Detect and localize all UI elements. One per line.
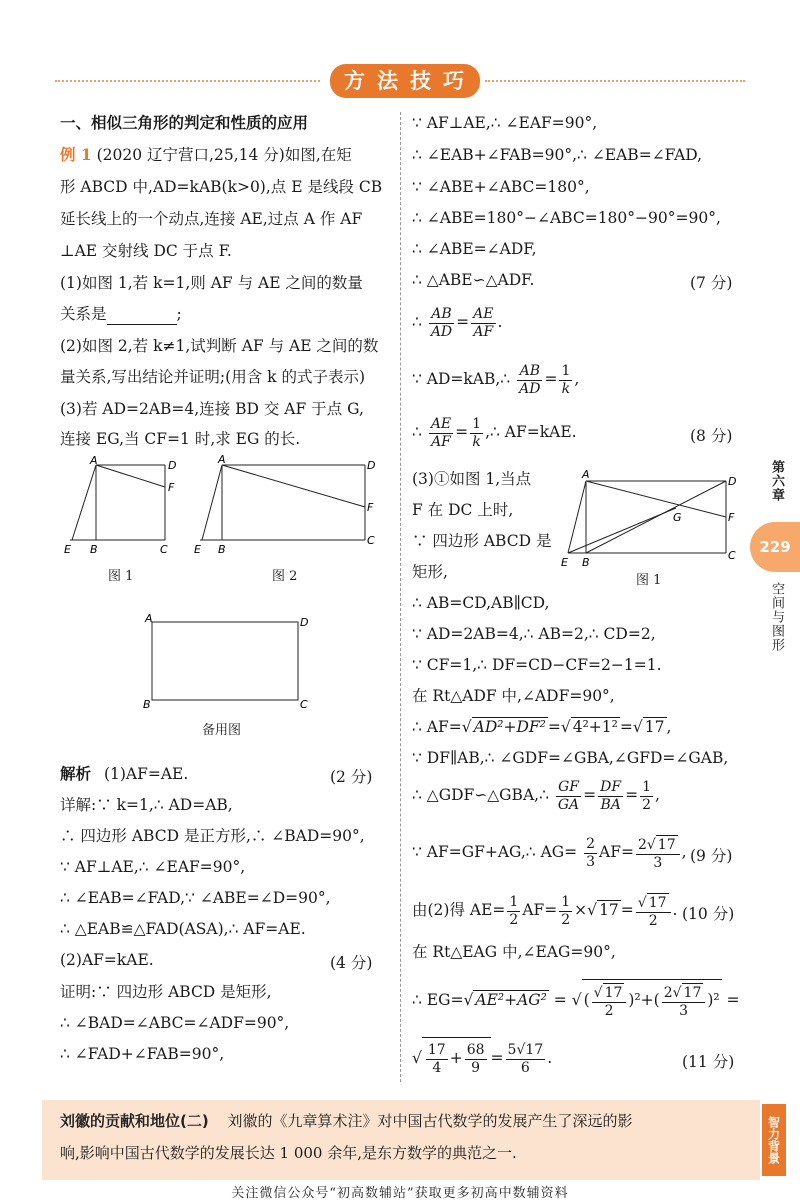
header-title [325, 64, 485, 98]
topic-label: 空间与图形 [769, 582, 784, 652]
right-line-10: (3)①如图 1,当点 [412, 470, 532, 488]
svg-text:D: D [367, 459, 376, 472]
detail-line-1: 详解:∵ k=1,∴ AD=AB, [60, 796, 233, 814]
svg-text:E: E [64, 543, 71, 556]
right-line-14: ∴ AB=CD,AB∥CD, [412, 594, 550, 612]
svg-text:A: A [90, 455, 98, 467]
example-line-1: 例 1 (2020 辽宁营口,25,14 分)如图,在矩 [60, 145, 352, 164]
detail-line-4: ∴ ∠EAB=∠FAD,∵ ∠ABE=∠D=90°, [60, 889, 331, 907]
question-3-line-2: 连接 EG,当 CF=1 时,求 EG 的长. [60, 430, 301, 448]
figure-spare-caption: 备用图 [202, 723, 242, 738]
question-1-line-1: (1)如图 1,若 k=1,则 AF 与 AE 之间的数量 [60, 274, 363, 292]
detail-line-2: ∴ 四边形 ABCD 是正方形,∴ ∠BAD=90°, [60, 827, 365, 845]
footer-title: 刘徽的贡献和地位(二) [60, 1112, 209, 1130]
right-line-1: ∵ AF⊥AE,∴ ∠EAF=90°, [412, 114, 598, 132]
footer-badge: 智力背景 [762, 1104, 786, 1176]
figure-1-right [558, 465, 748, 575]
svg-text:G: G [673, 511, 682, 524]
svg-text:B: B [90, 543, 98, 556]
ratio-equation-3: ∴ $\frac{AE}{AF}$ = $\frac{1}{k}$ ,∴ AF=kAE. [412, 415, 577, 450]
eg-equation: ∴ EG=√ AE²+AG² = √ ( $\frac{√ 17}{2}$ )²+( $\frac{2√ 17}{3}$ )² = [412, 978, 740, 1022]
score-8: (8 分) [690, 427, 733, 445]
right-line-4: ∴ ∠ABE=180°−∠ABC=180°−90°=90°, [412, 209, 721, 227]
score-7: (7 分) [690, 274, 733, 292]
detail-line-5: ∴ △EAB≌△FAD(ASA),∴ AF=AE. [60, 920, 306, 938]
solution-label: 解析 [60, 765, 92, 783]
example-line-4: ⊥AE 交射线 DC 于点 F. [60, 242, 232, 260]
question-2-line-2: 量关系,写出结论并证明;(用含 k 的式子表示) [60, 368, 365, 386]
svg-text:E: E [194, 543, 201, 556]
score-11: (11 分) [682, 1053, 735, 1071]
af-sqrt-equation: ∴ AF=√ AD²+DF² =√ 4²+1² =√ 17 , [412, 718, 672, 736]
example-line-3: 延长线上的一个动点,连接 AE,过点 A 作 AF [60, 210, 363, 228]
similar-ratio-equation: ∴ △GDF∽△GBA,∴ $\frac{GF}{GA}$ = $\frac{DF}{BA}$ = $\frac{1}{2}$ , [412, 778, 660, 813]
figure-1-right-caption: 图 1 [636, 573, 662, 588]
right-line-5: ∴ ∠ABE=∠ADF, [412, 240, 537, 258]
ag-equation: ∵ AF=GF+AG,∴ AG= $\frac{2}{3}$ AF= $\frac{2√ 17}{3}$ , [412, 835, 687, 871]
svg-text:F: F [168, 481, 175, 494]
svg-text:D: D [300, 616, 309, 629]
proof-line-3: ∴ ∠FAD+∠FAB=90°, [60, 1045, 225, 1063]
ae-equation: 由(2)得 AE= $\frac{1}{2}$ AF= $\frac{1}{2}$ ×√ 17 = $\frac{√ 17}{2}$ . [412, 893, 678, 929]
right-line-11: F 在 DC 上时, [412, 501, 514, 519]
page-number-tab [750, 522, 800, 572]
question-2-line-1: (2)如图 2,若 k≠1,试判断 AF 与 AE 之间的数 [60, 337, 379, 355]
answer-blank [107, 308, 177, 325]
svg-text:A: A [582, 468, 590, 481]
page-number: 229 [759, 538, 791, 556]
score-1: (2 分) [330, 768, 373, 786]
svg-text:A: A [145, 612, 153, 625]
example-label: 例 1 [60, 145, 92, 164]
figure-1-left [60, 455, 190, 560]
solution-line-1: 解析 (1)AF=AE. [60, 765, 189, 783]
chapter-label: 第六章 [769, 460, 784, 502]
svg-text:C: C [367, 534, 375, 547]
right-line-3: ∵ ∠ABE+∠ABC=180°, [412, 178, 590, 196]
figure-2-left [190, 452, 385, 560]
footer-line-1: 刘徽的贡献和地位(二) 刘徽的《九章算术注》对中国古代数学的发展产生了深远的影 [60, 1112, 633, 1130]
question-3-line-1: (3)若 AD=2AB=4,连接 BD 交 AF 于点 G, [60, 400, 364, 418]
footer-line-2: 响,影响中国古代数学的发展长达 1 000 余年,是东方数学的典范之一. [60, 1144, 517, 1162]
proof-line-1: 证明:∵ 四边形 ABCD 是矩形, [60, 983, 272, 1001]
ratio-equation-1: ∴ $\frac{AB}{AD}$ = $\frac{AE}{AF}$ . [412, 305, 503, 340]
solution-line-2: (2)AF=kAE. [60, 951, 154, 969]
footer-box [42, 1100, 760, 1180]
proof-line-2: ∴ ∠BAD=∠ABC=∠ADF=90°, [60, 1014, 290, 1032]
svg-text:D: D [168, 459, 177, 472]
figure-1-caption: 图 1 [108, 569, 134, 584]
example-line-2: 形 ABCD 中,AD=kAB(k>0),点 E 是线段 CB [60, 178, 383, 196]
svg-text:F: F [728, 511, 735, 524]
header-dotted-line-right [485, 80, 745, 82]
figure-2-caption: 图 2 [272, 569, 298, 584]
svg-text:C: C [728, 549, 736, 562]
column-divider [400, 112, 401, 1082]
right-line-17: 在 Rt△ADF 中,∠ADF=90°, [412, 687, 615, 705]
svg-text:F: F [367, 501, 374, 514]
footer-watermark: 关注微信公众号“初高数辅站”获取更多初高中数辅资料 [231, 1186, 569, 1201]
score-10: (10 分) [682, 905, 735, 923]
svg-text:C: C [300, 698, 308, 711]
svg-text:B: B [143, 698, 151, 711]
svg-text:D: D [728, 475, 737, 488]
right-line-19: ∵ DF∥AB,∴ ∠GDF=∠GBA,∠GFD=∠GAB, [412, 749, 729, 767]
right-line-12: ∵ 四边形 ABCD 是 [412, 532, 552, 550]
score-9: (9 分) [690, 847, 733, 865]
question-1-line-2: 关系是 ; [60, 305, 182, 323]
svg-text:B: B [218, 543, 226, 556]
svg-text:C: C [160, 543, 168, 556]
svg-text:B: B [582, 556, 590, 569]
svg-text:A: A [218, 453, 226, 466]
right-line-16: ∵ CF=1,∴ DF=CD−CF=2−1=1. [412, 656, 662, 674]
right-line-2: ∴ ∠EAB+∠FAB=90°,∴ ∠EAB=∠FAD, [412, 146, 703, 164]
figure-spare [140, 612, 315, 712]
right-line-13: 矩形, [412, 563, 448, 581]
header-title-text: 方法技巧 [330, 64, 480, 98]
svg-text:E: E [561, 556, 568, 569]
header-dotted-line-left [55, 80, 320, 82]
right-line-23: 在 Rt△EAG 中,∠EAG=90°, [412, 943, 616, 961]
eg-result: √ $\frac{17}{4}$ + $\frac{68}{9}$ = $\frac{5√17}{6}$ . [412, 1036, 552, 1080]
right-line-15: ∵ AD=2AB=4,∴ AB=2,∴ CD=2, [412, 625, 656, 643]
ratio-equation-2: ∵ AD=kAB,∴ $\frac{AB}{AD}$ = $\frac{1}{k}$ , [412, 362, 580, 397]
right-line-6: ∴ △ABE∽△ADF. [412, 271, 535, 289]
section-title: 一、相似三角形的判定和性质的应用 [60, 114, 309, 132]
score-2: (4 分) [330, 954, 373, 972]
detail-line-3: ∵ AF⊥AE,∴ ∠EAF=90°, [60, 858, 246, 876]
